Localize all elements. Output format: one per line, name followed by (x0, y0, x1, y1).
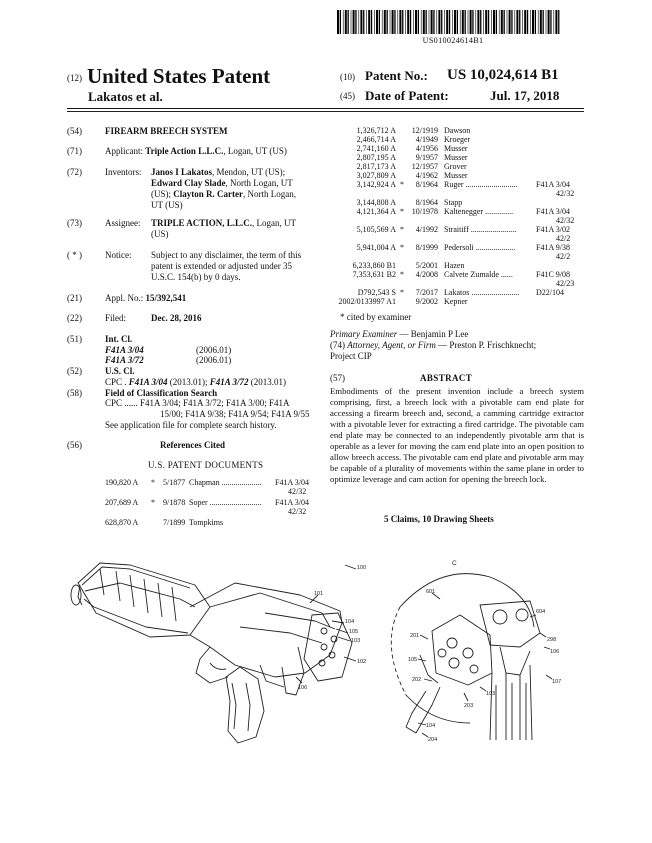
patent-drawing (60, 555, 590, 745)
us-docs-label: U.S. PATENT DOCUMENTS (148, 460, 264, 470)
ref-label: 107 (552, 679, 562, 685)
code-71: (71) (67, 146, 82, 156)
document-title: United States Patent (87, 64, 271, 88)
examiner-line: Primary Examiner — Benjamin P Lee (330, 329, 469, 339)
abstract-text: Embodiments of the present invention include a breech system comprising, first, a breech lock with a pivotable cam end plate for accessing a firearm breech and, second, a camming cartridge extractor with a pivotable lever for extracting a fired cartridge. The pivotable cam end plate may be connected to an independently pivotable arm that is operable as a lever for moving the cam end plate into an open position to allow breech access. The pivotable cam end plate and pivotable arm may be capable of a plurality of movements within the same plane in order to optimize leverage and cam action for opening the breech lock. (330, 386, 584, 484)
code-72: (72) (67, 167, 82, 177)
table-row: 4,121,364 A * 10/1978 Kaltenegger .............. F41A 3/04 42/32 (356, 207, 575, 225)
ref-label: 204 (428, 737, 438, 743)
notice-label: Notice: (105, 250, 132, 260)
code-58: (58) (67, 388, 82, 398)
patent-date: Jul. 17, 2018 (490, 88, 560, 103)
ref-label: 105 (408, 657, 418, 663)
inventors-label: Inventors: (105, 167, 142, 177)
code-12: (12) (67, 73, 82, 83)
filed-date: Dec. 28, 2016 (151, 313, 202, 323)
ref-label: 604 (536, 609, 546, 615)
table-row: 5,105,569 A * 4/1992 Straitiff ....................... F41A 3/02 42/2 (356, 225, 571, 243)
patent-number: US 10,024,614 B1 (447, 67, 559, 83)
ref-label: 104 (345, 619, 355, 625)
abstract-label: ABSTRACT (420, 373, 473, 383)
filed-label: Filed: (105, 313, 127, 323)
table-row: 2,741,160 A 4/1956 Musser (356, 144, 468, 153)
table-row: 5,941,004 A * 8/1999 Pedersoli .................... F41A 9/38 42/2 (356, 243, 571, 261)
table-row: 190,820 A * 5/1877 Chapman .................... F41A 3/04 42/32 (105, 478, 310, 496)
code-52: (52) (67, 366, 82, 376)
ref-label: 106 (298, 685, 308, 691)
claims-count: 5 Claims, 10 Drawing Sheets (384, 514, 494, 524)
inventors-short: Lakatos et al. (88, 89, 163, 104)
code-51: (51) (67, 334, 82, 344)
code-21: (21) (67, 293, 82, 303)
ref-label: 106 (550, 649, 560, 655)
ref-label: 105 (349, 629, 359, 635)
int-cl-version: (2006.01) (196, 355, 232, 365)
table-row: 207,689 A * 9/1878 Soper .......................... F41A 3/04 42/32 (105, 498, 310, 516)
code-22: (22) (67, 313, 82, 323)
code-57: (57) (330, 373, 345, 383)
table-row: 3,142,924 A * 8/1964 Ruger .......................... F41A 3/04 42/32 (356, 180, 575, 198)
field-label: Field of Classification Search (105, 388, 218, 398)
patent-title: FIREARM BREECH SYSTEM (105, 126, 228, 136)
int-cl-version: (2006.01) (196, 345, 232, 355)
attorney-line: (74) Attorney, Agent, or Firm — Preston P. Frischknecht; (330, 340, 537, 350)
table-row: 6,233,860 B1 5/2001 Hazen (352, 261, 465, 270)
ref-label: 202 (412, 677, 422, 683)
ref-label: 104 (426, 723, 436, 729)
field-text: CPC ...... F41A 3/04; F41A 3/72; F41A 3/00; F41A 15/00; F41A 9/38; F41A 9/54; F41A 9/55 See application file for complete search history. (105, 398, 310, 430)
table-row: 2,807,195 A 9/1957 Musser (356, 153, 468, 162)
table-row: 1,326,712 A 12/1919 Dawson (356, 126, 471, 135)
code-56: (56) (67, 440, 82, 450)
int-cl-code: F41A 3/72 (105, 355, 144, 365)
barcode-graphic (337, 10, 562, 34)
table-row: 3,027,809 A 4/1962 Musser (356, 171, 468, 180)
ref-label: 101 (314, 591, 324, 597)
date-label: Date of Patent: (365, 88, 449, 103)
table-row: D792,543 S * 7/2017 Lakatos ........................ D22/104 (357, 288, 564, 297)
table-row: 628,870 A 7/1899 Tompkims (105, 518, 224, 527)
applicant-line: Applicant: Triple Action L.L.C., Logan, UT (US) (105, 146, 287, 156)
us-cl-label: U.S. Cl. (105, 366, 135, 376)
ref-label: 102 (357, 659, 367, 665)
ref-label: 201 (410, 633, 420, 639)
table-row: 2,466,714 A 4/1949 Kroeger (356, 135, 471, 144)
ref-label: C (452, 560, 457, 567)
table-row: 2002/0133997 A1 9/2002 Kepner (338, 297, 468, 306)
notice-text: Subject to any disclaimer, the term of this patent is extended or adjusted under 35 U.S.C. 154(b) by 0 days. (151, 250, 302, 282)
ref-label: 100 (357, 565, 367, 571)
cited-by-examiner: * cited by examiner (340, 312, 412, 322)
ref-label: 601 (426, 589, 436, 595)
ref-label: 298 (547, 637, 557, 643)
code-10: (10) (340, 72, 355, 82)
ref-label: 103 (486, 691, 496, 697)
int-cl-label: Int. Cl. (105, 334, 133, 344)
ref-label: 103 (351, 638, 361, 644)
assignee-label: Assignee: (105, 218, 141, 228)
appl-no-line: Appl. No.: 15/392,541 (105, 293, 187, 303)
attorney-line-2: Project CIP (330, 351, 372, 361)
table-row: 2,817,173 A 12/1957 Grover (356, 162, 467, 171)
int-cl-code: F41A 3/04 (105, 345, 144, 355)
ref-label: 203 (464, 703, 474, 709)
code-73: (73) (67, 218, 82, 228)
assignee: TRIPLE ACTION, L.L.C., Logan, UT (US) (151, 218, 297, 239)
table-row: 7,353,631 B2 * 4/2008 Calvete Zumalde ...... F41C 9/08 42/23 (352, 270, 575, 288)
code-54: (54) (67, 126, 82, 136)
table-row: 3,144,808 A 8/1964 Stapp (356, 198, 463, 207)
inventors-list: Janos I Lakatos, Mendon, UT (US); Edward Clay Slade, North Logan, UT (US); Clayton R. Carter, North Logan, UT (US) (151, 167, 296, 210)
publication-number: US010024614B1 (422, 36, 484, 45)
cpc-line: CPC . F41A 3/04 (2013.01); F41A 3/72 (2013.01) (105, 377, 287, 387)
patent-no-label: Patent No.: (365, 68, 428, 83)
code-notice: ( * ) (67, 250, 82, 260)
code-45: (45) (340, 91, 355, 101)
references-label: References Cited (160, 440, 226, 450)
appl-no: 15/392,541 (145, 293, 187, 303)
applicant-name: Triple Action L.L.C. (145, 146, 224, 156)
